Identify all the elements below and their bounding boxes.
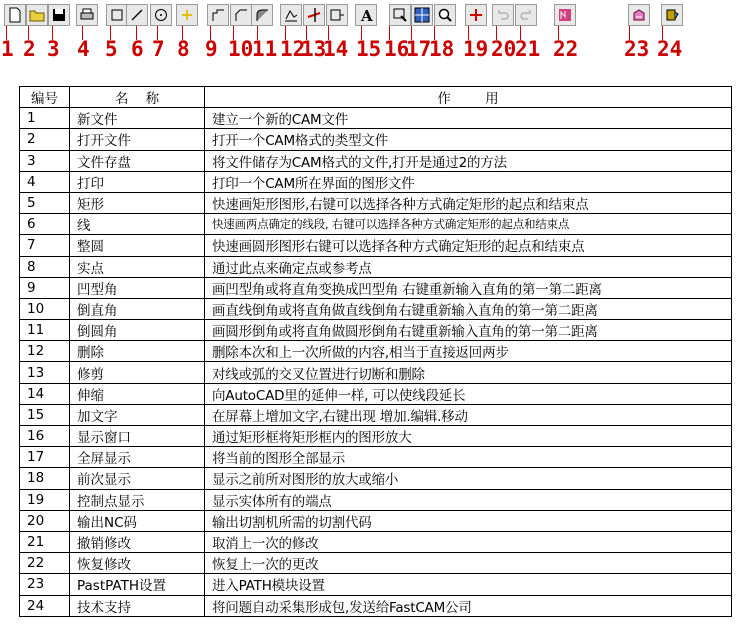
function-cell: 输出切割机所需的切割代码 xyxy=(205,510,732,531)
toolbar-button-17[interactable] xyxy=(411,4,433,26)
function-cell: 通过此点来确定点或参考点 xyxy=(205,256,732,277)
name-cell: 实点 xyxy=(70,256,205,277)
callout-number-8: 8 xyxy=(177,37,190,61)
toolbar-button-24[interactable] xyxy=(661,4,683,26)
number-cell: 2 xyxy=(20,129,70,150)
table-row xyxy=(20,150,732,171)
toolbar-button-23[interactable] xyxy=(628,4,650,26)
callout-number-9: 9 xyxy=(205,37,218,61)
toolbar xyxy=(0,0,748,62)
name-cell: 加文字 xyxy=(70,404,205,425)
chamfer-corner-icon xyxy=(233,7,249,23)
number-cell: 20 xyxy=(20,510,70,531)
callout-number-17: 17 xyxy=(406,37,432,61)
name-cell: PastPATH设置 xyxy=(70,574,205,595)
round-corner-icon xyxy=(254,7,270,23)
number-cell: 15 xyxy=(20,404,70,425)
callout-number-10: 10 xyxy=(228,37,254,61)
callout-number-12: 12 xyxy=(280,37,306,61)
callout-number-4: 4 xyxy=(77,37,90,61)
number-cell: 7 xyxy=(20,235,70,256)
function-cell: 进入PATH模块设置 xyxy=(205,574,732,595)
toolbar-button-6[interactable] xyxy=(126,4,148,26)
table-row xyxy=(20,574,732,595)
redo-icon xyxy=(518,7,534,23)
name-cell: 倒圆角 xyxy=(70,320,205,341)
control-points-icon xyxy=(468,7,484,23)
toolbar-button-12[interactable] xyxy=(280,4,302,26)
toolbar-button-4[interactable] xyxy=(76,4,98,26)
table-row xyxy=(20,553,732,574)
save-disk-icon xyxy=(51,7,67,23)
callout-number-16: 16 xyxy=(384,37,410,61)
table-row xyxy=(20,468,732,489)
number-cell: 10 xyxy=(20,298,70,319)
table-row xyxy=(20,489,732,510)
new-file-icon xyxy=(7,7,23,23)
number-cell: 3 xyxy=(20,150,70,171)
function-cell: 对线或弧的交叉位置进行切断和删除 xyxy=(205,362,732,383)
name-cell: 矩形 xyxy=(70,192,205,213)
toolbar-button-21[interactable] xyxy=(515,4,537,26)
toolbar-button-1[interactable] xyxy=(4,4,26,26)
table-row xyxy=(20,298,732,319)
function-cell: 将当前的图形全部显示 xyxy=(205,447,732,468)
function-cell: 建立一个新的CAM文件 xyxy=(205,108,732,129)
table-row xyxy=(20,531,732,552)
callout-number-6: 6 xyxy=(131,37,144,61)
trim-icon xyxy=(306,7,322,23)
toolbar-button-11[interactable] xyxy=(251,4,273,26)
undo-icon xyxy=(495,7,511,23)
header-number: 编号 xyxy=(20,87,70,108)
toolbar-button-18[interactable] xyxy=(434,4,456,26)
open-folder-icon xyxy=(29,7,45,23)
table-row xyxy=(20,447,732,468)
function-cell: 取消上一次的修改 xyxy=(205,531,732,552)
number-cell: 13 xyxy=(20,362,70,383)
function-cell: 将文件储存为CAM格式的文件,打开是通过2的方法 xyxy=(205,150,732,171)
table-row xyxy=(20,362,732,383)
table-row xyxy=(20,235,732,256)
number-cell: 8 xyxy=(20,256,70,277)
table-row xyxy=(20,129,732,150)
callout-number-20: 20 xyxy=(491,37,517,61)
table-row xyxy=(20,108,732,129)
number-cell: 1 xyxy=(20,108,70,129)
table-row xyxy=(20,426,732,447)
header-function: 作 用 xyxy=(205,87,732,108)
name-cell: 控制点显示 xyxy=(70,489,205,510)
toolbar-button-16[interactable] xyxy=(389,4,411,26)
toolbar-button-14[interactable] xyxy=(326,4,348,26)
nc-output-icon xyxy=(557,7,573,23)
callout-number-5: 5 xyxy=(105,37,118,61)
name-cell: 撤销修改 xyxy=(70,531,205,552)
function-cell: 画凹型角或将直角变换成凹型角 右键重新输入直角的第一第二距离 xyxy=(205,277,732,298)
toolbar-button-20[interactable] xyxy=(492,4,514,26)
callout-number-1: 1 xyxy=(1,37,14,61)
toolbar-button-19[interactable] xyxy=(465,4,487,26)
svg-text:A: A xyxy=(361,7,373,23)
line-icon xyxy=(129,7,145,23)
toolbar-button-5[interactable] xyxy=(106,4,128,26)
callout-number-21: 21 xyxy=(515,37,541,61)
function-cell: 显示实体所有的端点 xyxy=(205,489,732,510)
callout-number-23: 23 xyxy=(624,37,650,61)
name-cell: 文件存盘 xyxy=(70,150,205,171)
function-cell: 通过矩形框将矩形框内的图形放大 xyxy=(205,426,732,447)
function-cell: 删除本次和上一次所做的内容,相当于直接返回两步 xyxy=(205,341,732,362)
number-cell: 21 xyxy=(20,531,70,552)
name-cell: 输出NC码 xyxy=(70,510,205,531)
extend-icon xyxy=(329,7,345,23)
table-row xyxy=(20,341,732,362)
number-cell: 6 xyxy=(20,214,70,235)
name-cell: 修剪 xyxy=(70,362,205,383)
number-cell: 12 xyxy=(20,341,70,362)
callout-number-7: 7 xyxy=(152,37,165,61)
function-cell: 画圆形倒角或将直角做圆形倒角右键重新输入直角的第一第二距离 xyxy=(205,320,732,341)
rectangle-icon xyxy=(109,7,125,23)
number-cell: 5 xyxy=(20,192,70,213)
function-cell: 打印一个CAM所在界面的图形文件 xyxy=(205,171,732,192)
table-row xyxy=(20,320,732,341)
zoom-previous-icon xyxy=(437,7,453,23)
number-cell: 23 xyxy=(20,574,70,595)
callout-number-14: 14 xyxy=(323,37,349,61)
number-cell: 14 xyxy=(20,383,70,404)
table-row xyxy=(20,277,732,298)
callout-number-15: 15 xyxy=(356,37,382,61)
number-cell: 11 xyxy=(20,320,70,341)
table-row xyxy=(20,383,732,404)
toolbar-button-7[interactable] xyxy=(150,4,172,26)
function-cell: 显示之前所对图形的放大或缩小 xyxy=(205,468,732,489)
number-cell: 24 xyxy=(20,595,70,616)
function-cell: 快速画矩形图形,右键可以选择各种方式确定矩形的起点和结束点 xyxy=(205,192,732,213)
table-row xyxy=(20,404,732,425)
table-row xyxy=(20,256,732,277)
name-cell: 新文件 xyxy=(70,108,205,129)
name-cell: 伸缩 xyxy=(70,383,205,404)
table-header-row xyxy=(20,87,732,108)
table-row xyxy=(20,595,732,616)
toolbar-button-10[interactable] xyxy=(230,4,252,26)
name-cell: 倒直角 xyxy=(70,298,205,319)
function-cell: 快速画圆形图形右键可以选择各种方式确定矩形的起点和结束点 xyxy=(205,235,732,256)
callout-number-11: 11 xyxy=(252,37,278,61)
number-cell: 22 xyxy=(20,553,70,574)
name-cell: 凹型角 xyxy=(70,277,205,298)
number-cell: 18 xyxy=(20,468,70,489)
name-cell: 线 xyxy=(70,214,205,235)
toolbar-button-13[interactable] xyxy=(303,4,325,26)
callout-number-2: 2 xyxy=(23,37,36,61)
function-cell: 打开一个CAM格式的类型文件 xyxy=(205,129,732,150)
number-cell: 17 xyxy=(20,447,70,468)
name-cell: 打印 xyxy=(70,171,205,192)
header-name: 名 称 xyxy=(70,87,205,108)
toolbar-button-3[interactable] xyxy=(48,4,70,26)
pastpath-icon xyxy=(631,7,647,23)
function-cell: 画直线倒角或将直角做直线倒角右键重新输入直角的第一第二距离 xyxy=(205,298,732,319)
callout-number-19: 19 xyxy=(463,37,489,61)
circle-icon xyxy=(153,7,169,23)
function-cell: 向AutoCAD里的延伸一样, 可以使线段延长 xyxy=(205,383,732,404)
callout-number-24: 24 xyxy=(657,37,683,61)
table-row xyxy=(20,510,732,531)
function-cell: 将问题自动采集形成包,发送给FastCAM公司 xyxy=(205,595,732,616)
support-icon xyxy=(664,7,680,23)
number-cell: 19 xyxy=(20,489,70,510)
toolbar-button-15[interactable] xyxy=(355,4,377,26)
name-cell: 显示窗口 xyxy=(70,426,205,447)
function-cell: 快速画两点确定的线段, 右键可以选择各种方式确定矩形的起点和结束点 xyxy=(205,214,732,235)
number-cell: 16 xyxy=(20,426,70,447)
text-icon xyxy=(358,7,374,23)
number-cell: 4 xyxy=(20,171,70,192)
callout-number-3: 3 xyxy=(47,37,60,61)
name-cell: 打开文件 xyxy=(70,129,205,150)
point-icon xyxy=(179,7,195,23)
function-cell: 恢复上一次的更改 xyxy=(205,553,732,574)
name-cell: 全屏显示 xyxy=(70,447,205,468)
name-cell: 删除 xyxy=(70,341,205,362)
number-cell: 9 xyxy=(20,277,70,298)
name-cell: 整圆 xyxy=(70,235,205,256)
function-table xyxy=(19,86,732,617)
table-row xyxy=(20,171,732,192)
toolbar-button-8[interactable] xyxy=(176,4,198,26)
delete-icon xyxy=(283,7,299,23)
table-row xyxy=(20,192,732,213)
function-cell: 在屏幕上增加文字,右键出现 增加.编辑.移动 xyxy=(205,404,732,425)
callout-number-18: 18 xyxy=(429,37,455,61)
toolbar-button-9[interactable] xyxy=(207,4,229,26)
notch-corner-icon xyxy=(210,7,226,23)
toolbar-button-2[interactable] xyxy=(26,4,48,26)
printer-icon xyxy=(79,7,95,23)
zoom-window-icon xyxy=(392,7,408,23)
table-row xyxy=(20,214,732,235)
toolbar-button-22[interactable] xyxy=(554,4,576,26)
callout-number-22: 22 xyxy=(553,37,579,61)
name-cell: 前次显示 xyxy=(70,468,205,489)
callout-number-13: 13 xyxy=(301,37,327,61)
name-cell: 技术支持 xyxy=(70,595,205,616)
zoom-all-icon xyxy=(414,7,430,23)
name-cell: 恢复修改 xyxy=(70,553,205,574)
